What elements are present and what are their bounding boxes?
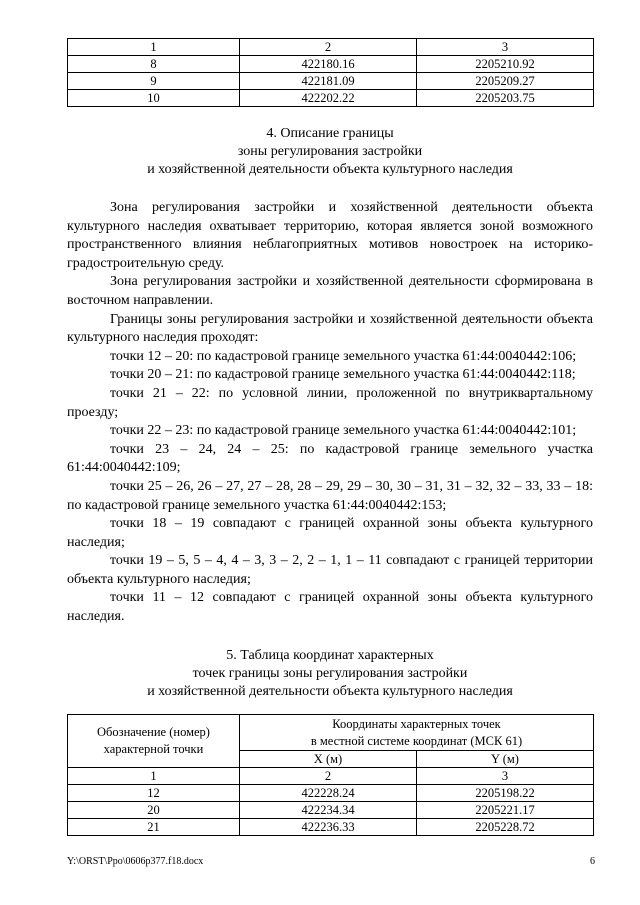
table-row [68, 90, 594, 107]
table-cell: 20 [68, 802, 240, 819]
point-number-header [68, 715, 240, 768]
table-cell: 422202.22 [240, 90, 417, 107]
paragraph: точки 12 – 20: по кадастровой границе земельного участка 61:44:0040442:106; [110, 348, 577, 364]
table-cell: 2205228.72 [417, 819, 594, 836]
table-cell: 2205203.75 [417, 90, 594, 107]
coordinates-header [240, 715, 594, 751]
table-number-row [68, 39, 594, 56]
heading-line: точек границы зоны регулирования застройки [192, 666, 468, 681]
page-number: 6 [590, 856, 595, 867]
table-cell: 2205210.92 [417, 56, 594, 73]
paragraph: точки 20 – 21: по кадастровой границе земельного участка 61:44:0040442:118; [110, 367, 576, 383]
table-cell: 422228.24 [240, 785, 417, 802]
table-row [68, 819, 594, 836]
table-cell: 3 [417, 39, 594, 56]
paragraph: Зона регулирования застройки и хозяйственной деятельности сформирована в восточном направлении. [67, 274, 593, 308]
table-cell: 12 [68, 785, 240, 802]
footer-file-path: Y:\ORST\Ppo\0606p377.f18.docx [67, 856, 204, 867]
table-row [68, 73, 594, 90]
heading-line: и хозяйственной деятельности объекта культурного наследия [147, 684, 513, 699]
table-cell: 422234.34 [240, 802, 417, 819]
table-row [68, 802, 594, 819]
table-cell: 8 [68, 56, 240, 73]
table-cell: 422181.09 [240, 73, 417, 90]
table-number-row [68, 768, 594, 785]
heading-line: 5. Таблица координат характерных [226, 648, 434, 663]
paragraph: точки 11 – 12 совпадают с границей охранной зоны объекта культурного наследия. [67, 590, 593, 625]
section-5-heading [67, 647, 593, 701]
header-line: характерной точки [103, 742, 204, 756]
table-cell: 1 [68, 768, 240, 785]
paragraph: Зона регулирования застройки и хозяйственной деятельности объекта культурного наследия охватывает территорию, которая является зоной возможного пространственного влияния неблагоприятных мотивов новостроек на историко-градостроительную среду. [67, 200, 593, 271]
coordinates-table [67, 714, 594, 836]
table-cell: 9 [68, 73, 240, 90]
table-header-row [68, 715, 594, 751]
table-cell: 21 [68, 819, 240, 836]
paragraph: точки 18 – 19 совпадают с границей охранной зоны объекта культурного наследия; [67, 516, 593, 550]
paragraph: точки 19 – 5, 5 – 4, 4 – 3, 3 – 2, 2 – 1, 1 – 11 совпадают с границей территории объекта культурного наследия; [67, 553, 593, 587]
paragraph: точки 21 – 22: по условной линии, проложенной по внутриквартальному проезду; [67, 385, 593, 420]
paragraph: точки 25 – 26, 26 – 27, 27 – 28, 28 – 29, 29 – 30, 30 – 31, 31 – 32, 32 – 33, 33 – 18: по кадастровой границе земельного участка 61:44:0040442:153; [67, 478, 593, 513]
table-cell: 3 [417, 768, 594, 785]
section-4-heading [67, 125, 593, 179]
paragraph: Границы зоны регулирования застройки и хозяйственной деятельности объекта культурного наследия проходят: [67, 311, 593, 346]
table-cell: 10 [68, 90, 240, 107]
table-row [68, 56, 594, 73]
paragraph: точки 23 – 24, 24 – 25: по кадастровой границе земельного участка 61:44:0040442:109; [67, 441, 593, 476]
table-cell: 2 [240, 39, 417, 56]
table-cell: 2205198.22 [417, 785, 594, 802]
header-line: Координаты характерных точек [332, 716, 501, 731]
heading-line: зоны регулирования застройки [237, 144, 423, 159]
heading-line: и хозяйственной деятельности объекта культурного наследия [147, 162, 513, 177]
x-header: X (м) [240, 751, 417, 768]
table-cell: 2205221.17 [417, 802, 594, 819]
table-row [68, 785, 594, 802]
y-header: Y (м) [417, 751, 594, 768]
table-cell: 422236.33 [240, 819, 417, 836]
paragraph: точки 22 – 23: по кадастровой границе земельного участка 61:44:0040442:101; [110, 423, 577, 439]
table-cell: 422180.16 [240, 56, 417, 73]
table-cell: 2 [240, 768, 417, 785]
heading-line: 4. Описание границы [266, 126, 394, 141]
header-line: в местной системе координат (МСК 61) [310, 733, 523, 748]
header-line: Обозначение (номер) [97, 725, 210, 739]
coordinates-table-continuation [67, 38, 594, 107]
section-4-body [67, 199, 593, 627]
table-cell: 2205209.27 [417, 73, 594, 90]
table-cell: 1 [68, 39, 240, 56]
